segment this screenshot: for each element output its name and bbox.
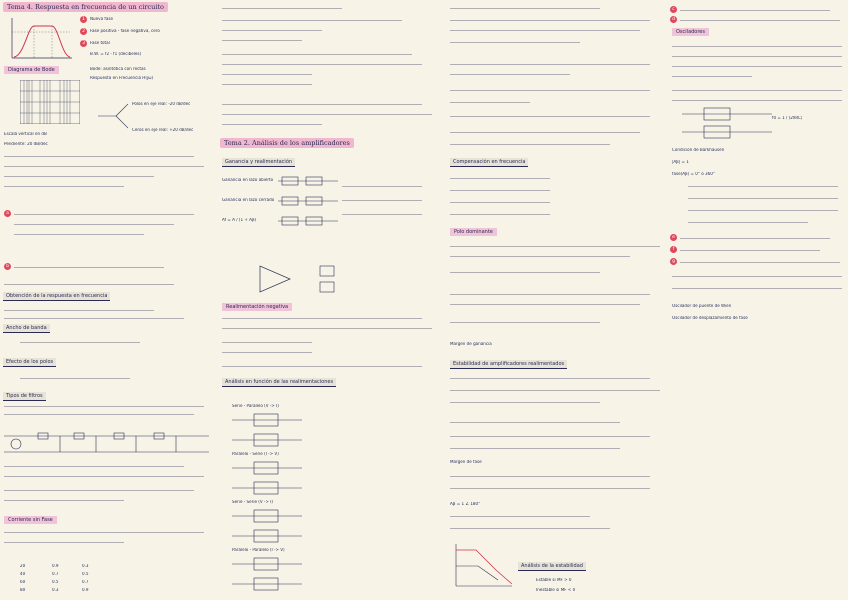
note: Af = A / (1 + Aβ) (222, 218, 257, 222)
section-osciladores: Osciladores (672, 28, 709, 36)
column-3 (446, 0, 664, 600)
note: B.W. = f2 - f1 (decibeles) (90, 52, 142, 56)
bullet-a: a (4, 210, 11, 217)
note: Bode: asintótica con rectas (90, 67, 146, 71)
note: Escala vertical en dB (4, 132, 47, 136)
note: Oscilador de desplazamiento de fase (672, 316, 748, 320)
table-cell: 60 (20, 580, 26, 584)
note: Fase positiva - fase negativa, cero (90, 29, 160, 33)
column-4 (668, 0, 848, 600)
section-realimentacion: Realimentación negativa (222, 303, 292, 311)
oscillator-circuit (682, 106, 772, 140)
section-respuesta: Obtención de la respuesta en frecuencia (3, 292, 110, 301)
section-param: Efecto de los polos (3, 358, 56, 367)
note: Ganancia en lazo cerrado (222, 198, 275, 202)
bullet-c: c (670, 6, 677, 13)
bullet-g: g (670, 258, 677, 265)
opamp-icon (258, 264, 294, 294)
note: |Aβ| = 1 (672, 160, 689, 164)
section-compensacion-frec: Compensación en frecuencia (450, 158, 528, 167)
bullet-f: f (670, 246, 677, 253)
block-1 (278, 174, 338, 188)
block-3 (278, 214, 338, 228)
table-cell: 0.5 (52, 580, 59, 584)
table-cell: 20 (20, 564, 26, 568)
note: Fase total (90, 41, 110, 45)
note: Paralelo - Serie (I -> V) (232, 452, 279, 456)
topology-1 (232, 412, 302, 448)
bullet-3: 3 (80, 40, 87, 47)
table-cell: 0.3 (52, 588, 59, 592)
log-grid (20, 80, 80, 124)
section-tipos: Tipos de filtros (3, 392, 46, 401)
note: Polos en eje real: -20 dB/dec (132, 102, 191, 106)
topology-3 (232, 508, 302, 544)
table-cell: 0.7 (52, 572, 59, 576)
note: Estable si MF > 0 (536, 578, 572, 582)
note: fase(Aβ) = 0° o 360° (672, 172, 715, 176)
table-cell: 0.3 (82, 564, 89, 568)
note: Aβ = 1 ∠ 180° (450, 502, 481, 506)
note: Ceros en eje real: +20 dB/dec (132, 128, 194, 132)
table-cell: 0.9 (52, 564, 59, 568)
note: Oscilador de puente de Wien (672, 304, 732, 308)
column-2 (218, 0, 440, 600)
bullet-1: 1 (80, 16, 87, 23)
section-ganancia: Ganancia y realimentación (222, 158, 295, 167)
block-2 (278, 194, 338, 208)
table-cell: 0.9 (82, 588, 89, 592)
note: Paralelo - Paralelo (I -> V) (232, 548, 285, 552)
section-bandwidth: Ancho de banda (3, 324, 50, 333)
note: Condición de Barkhausen (672, 148, 725, 152)
col1-title: Tema 4. Respuesta en frecuencia de un circuito (3, 2, 168, 12)
table-cell: 0.5 (82, 572, 89, 576)
topology-4 (232, 556, 302, 592)
note: Inestable si MF < 0 (536, 588, 576, 592)
bode-heading: Diagrama de Bode (4, 66, 59, 74)
stability-bode (452, 540, 516, 590)
section-analisis: Análisis en función de las realimentaciones (222, 378, 336, 387)
section-polo-dominante: Polo dominante (450, 228, 497, 236)
topology-2 (232, 460, 302, 496)
table-cell: 0.7 (82, 580, 89, 584)
bullet-e: e (670, 234, 677, 241)
col2-title: Tema 2. Análisis de los amplificadores (220, 138, 354, 148)
column-1 (0, 0, 212, 600)
note: Pendiente: 20 dB/dec (4, 142, 48, 146)
note: Respuesta en Frecuencia H(jω) (90, 76, 154, 80)
table-cell: 80 (20, 588, 26, 592)
section-estabilidad: Estabilidad de amplificadores realimentados (450, 360, 567, 369)
note: Margen de fase (450, 460, 482, 464)
note: f0 = 1 / (2πRC) (772, 116, 803, 120)
section-analisis-estab: Análisis de la estabilidad (518, 562, 586, 571)
table-cell: 40 (20, 572, 26, 576)
note: Margen de ganancia (450, 342, 492, 346)
bullet-2: 2 (80, 28, 87, 35)
bullet-d: d (670, 16, 677, 23)
bandpass-graph (6, 14, 76, 62)
note: Serie - Paralelo (V -> I) (232, 404, 279, 408)
note: Nueva fase (90, 17, 114, 21)
note: Serie - Serie (V -> I) (232, 500, 274, 504)
bullet-b: b (4, 263, 11, 270)
filter-circuit (4, 430, 209, 456)
feedback-block (318, 264, 358, 294)
note: Ganancia en lazo abierto (222, 178, 274, 182)
section-compensacion: Corriente sin Fase (4, 516, 57, 524)
